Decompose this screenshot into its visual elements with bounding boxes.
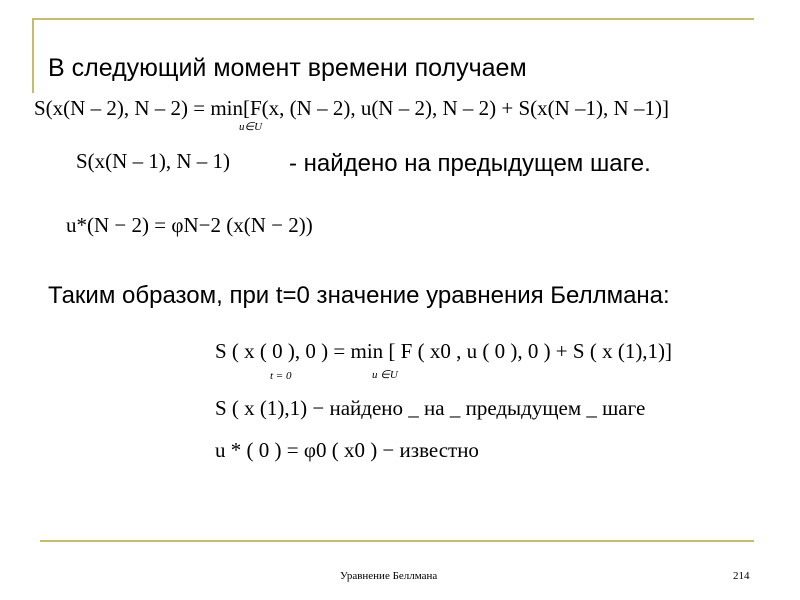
min-subscript: u∈U	[239, 121, 263, 133]
slide-heading: В следующий момент времени получаем	[48, 54, 527, 82]
previous-step-statement: S ( x (1),1) − найдено _ на _ предыдущем _ шаге	[215, 396, 646, 420]
summary-text: Таким образом, при t=0 значение уравнения Беллмана:	[48, 282, 670, 309]
optimal-control-n-minus-2: u*(N − 2) = φN−2 (x(N − 2))	[66, 213, 313, 237]
t-zero-subscript: t = 0	[270, 370, 292, 382]
previous-step-value: S(x(N – 1), N – 1)	[76, 149, 230, 173]
decorative-top-line	[32, 18, 754, 20]
known-control-statement: u * ( 0 ) = φ0 ( x0 ) − известно	[215, 438, 479, 462]
page-number: 214	[733, 570, 750, 582]
found-previous-step-text: - найдено на предыдущем шаге.	[289, 150, 651, 177]
decorative-bottom-line	[40, 540, 754, 542]
decorative-vertical-line	[32, 18, 34, 93]
bellman-equation-t0: S ( x ( 0 ), 0 ) = min [ F ( x0 , u ( 0 ), 0 ) + S ( x (1),1)]	[215, 339, 673, 363]
bellman-equation-n-minus-2: S(x(N – 2), N – 2) = min[F(x, (N – 2), u(N – 2), N – 2) + S(x(N –1), N –1)]	[34, 96, 669, 120]
min-subscript-t0: u ∈U	[372, 369, 398, 381]
footer-title: Уравнение Беллмана	[340, 570, 438, 582]
